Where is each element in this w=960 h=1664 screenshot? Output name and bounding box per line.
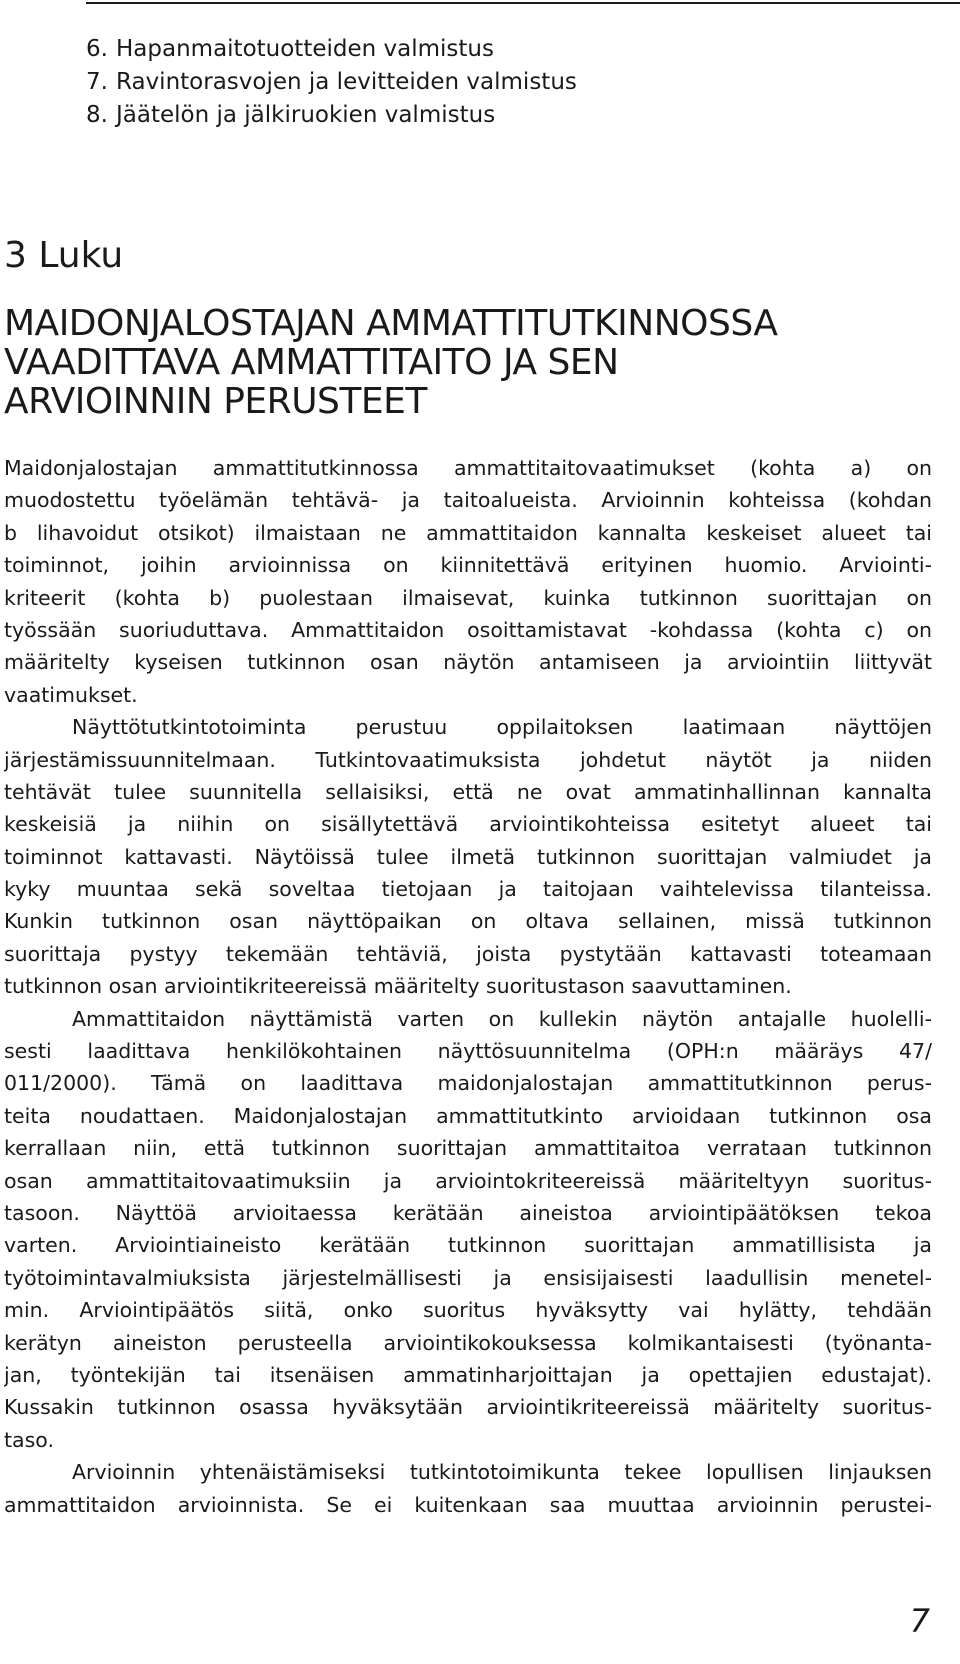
paragraph-line: osan ammattitaitovaatimuksiin ja arviointokriteereissä määriteltyyn suoritus-	[4, 1168, 932, 1193]
paragraph-line: toiminnot kattavasti. Näytöissä tulee ilmetä tutkinnon suorittajan valmiudet ja	[4, 844, 932, 869]
paragraph-line: työtoimintavalmiuksista järjestelmällisesti ja ensisijaisesti laadullisin menetel-	[4, 1265, 932, 1290]
paragraph-line: työssään suoriuduttava. Ammattitaidon osoittamistavat -kohdassa (kohta c) on	[4, 617, 932, 642]
paragraph-line: Kunkin tutkinnon osan näyttöpaikan on oltava sellainen, missä tutkinnon	[4, 909, 932, 934]
paragraph-line: Näyttötutkintotoiminta perustuu oppilaitoksen laatimaan näyttöjen	[72, 715, 932, 740]
paragraph-line: 011/2000). Tämä on laadittava maidonjalostajan ammattitutkinnon perus-	[4, 1071, 932, 1096]
paragraph-line: tutkinnon osan arviointikriteereissä määritelty suoritustason saavuttaminen.	[4, 974, 792, 999]
paragraph-line: tasoon. Näyttöä arvioitaessa kerätään aineistoa arviointipäätöksen tekoa	[4, 1200, 932, 1225]
paragraph-line: tehtävät tulee suunnitella sellaisiksi, että ne ovat ammatinhallinnan kannalta	[4, 779, 932, 804]
paragraph-line: Maidonjalostajan ammattitutkinnossa ammattitaitovaatimukset (kohta a) on	[4, 456, 932, 480]
paragraph-line: kyky muuntaa sekä soveltaa tietojaan ja taitojaan vaihtelevissa tilanteissa.	[4, 877, 932, 902]
list-item-text: Ravintorasvojen ja levitteiden valmistus	[116, 69, 577, 95]
paragraph-line: muodostettu työelämän tehtävä- ja taitoalueista. Arvioinnin kohteissa (kohdan	[4, 488, 932, 513]
paragraph	[4, 1003, 932, 1456]
paragraph	[4, 1456, 932, 1521]
list-item-text: Hapanmaitotuotteiden valmistus	[116, 36, 494, 62]
section-title-line: VAADITTAVA AMMATTITAITO JA SEN	[4, 342, 619, 383]
top-rule	[86, 2, 960, 4]
paragraph-line: järjestämissuunnitelmaan. Tutkintovaatimuksista johdetut näytöt ja niiden	[4, 747, 932, 772]
section-title-line: MAIDONJALOSTAJAN AMMATTITUTKINNOSSA	[4, 303, 778, 344]
paragraph-line: taso.	[4, 1427, 54, 1452]
page-number: 7	[909, 1602, 930, 1640]
list-item-number: 8.	[86, 102, 108, 128]
body-text	[4, 452, 932, 1521]
paragraph	[4, 711, 932, 1003]
paragraph-line: ammattitaidon arvioinnista. Se ei kuitenkaan saa muuttaa arvioinnin perustei-	[4, 1492, 932, 1517]
chapter-heading: 3 Luku	[4, 235, 124, 276]
paragraph-line: Arvioinnin yhtenäistämiseksi tutkintotoimikunta tekee lopullisen linjauksen	[72, 1460, 932, 1485]
numbered-list	[86, 33, 577, 132]
list-item	[86, 99, 577, 132]
paragraph-line: keskeisiä ja niihin on sisällytettävä arviointikohteissa esitetyt alueet tai	[4, 812, 932, 837]
paragraph-line: Ammattitaidon näyttämistä varten on kullekin näytön antajalle huolelli-	[72, 1006, 932, 1031]
paragraph-line: vaatimukset.	[4, 682, 138, 707]
list-item-number: 7.	[86, 69, 108, 95]
paragraph-line: teita noudattaen. Maidonjalostajan ammattitutkinto arvioidaan tutkinnon osa	[4, 1103, 932, 1128]
section-title	[4, 304, 777, 421]
paragraph-line: sesti laadittava henkilökohtainen näyttösuunnitelma (OPH:n määräys 47/	[4, 1039, 932, 1064]
paragraph-line: toiminnot, joihin arvioinnissa on kiinnitettävä erityinen huomio. Arviointi-	[4, 553, 932, 578]
list-item	[86, 33, 577, 66]
paragraph-line: määritelty kyseisen tutkinnon osan näytön antamiseen ja arviointiin liittyvät	[4, 650, 932, 675]
paragraph	[4, 452, 932, 711]
list-item	[86, 66, 577, 99]
paragraph-line: jan, työntekijän tai itsenäisen ammatinharjoittajan ja opettajien edustajat).	[4, 1362, 932, 1387]
paragraph-line: suorittaja pystyy tekemään tehtäviä, joista pystytään kattavasti toteamaan	[4, 941, 932, 966]
paragraph-line: kerätyn aineiston perusteella arviointikokouksessa kolmikantaisesti (työnanta-	[4, 1330, 932, 1355]
paragraph-line: kerrallaan niin, että tutkinnon suorittajan ammattitaitoa verrataan tutkinnon	[4, 1136, 932, 1161]
paragraph-line: varten. Arviointiaineisto kerätään tutkinnon suorittajan ammatillisista ja	[4, 1233, 932, 1258]
paragraph-line: Kussakin tutkinnon osassa hyväksytään arviointikriteereissä määritelty suoritus-	[4, 1395, 932, 1420]
list-item-text: Jäätelön ja jälkiruokien valmistus	[116, 102, 496, 128]
paragraph-line: min. Arviointipäätös siitä, onko suoritus hyväksytty vai hylätty, tehdään	[4, 1298, 932, 1323]
list-item-number: 6.	[86, 36, 108, 62]
paragraph-line: kriteerit (kohta b) puolestaan ilmaisevat, kuinka tutkinnon suorittajan on	[4, 585, 932, 610]
paragraph-line: b lihavoidut otsikot) ilmaistaan ne ammattitaidon kannalta keskeiset alueet tai	[4, 520, 932, 545]
section-title-line: ARVIOINNIN PERUSTEET	[4, 381, 427, 422]
